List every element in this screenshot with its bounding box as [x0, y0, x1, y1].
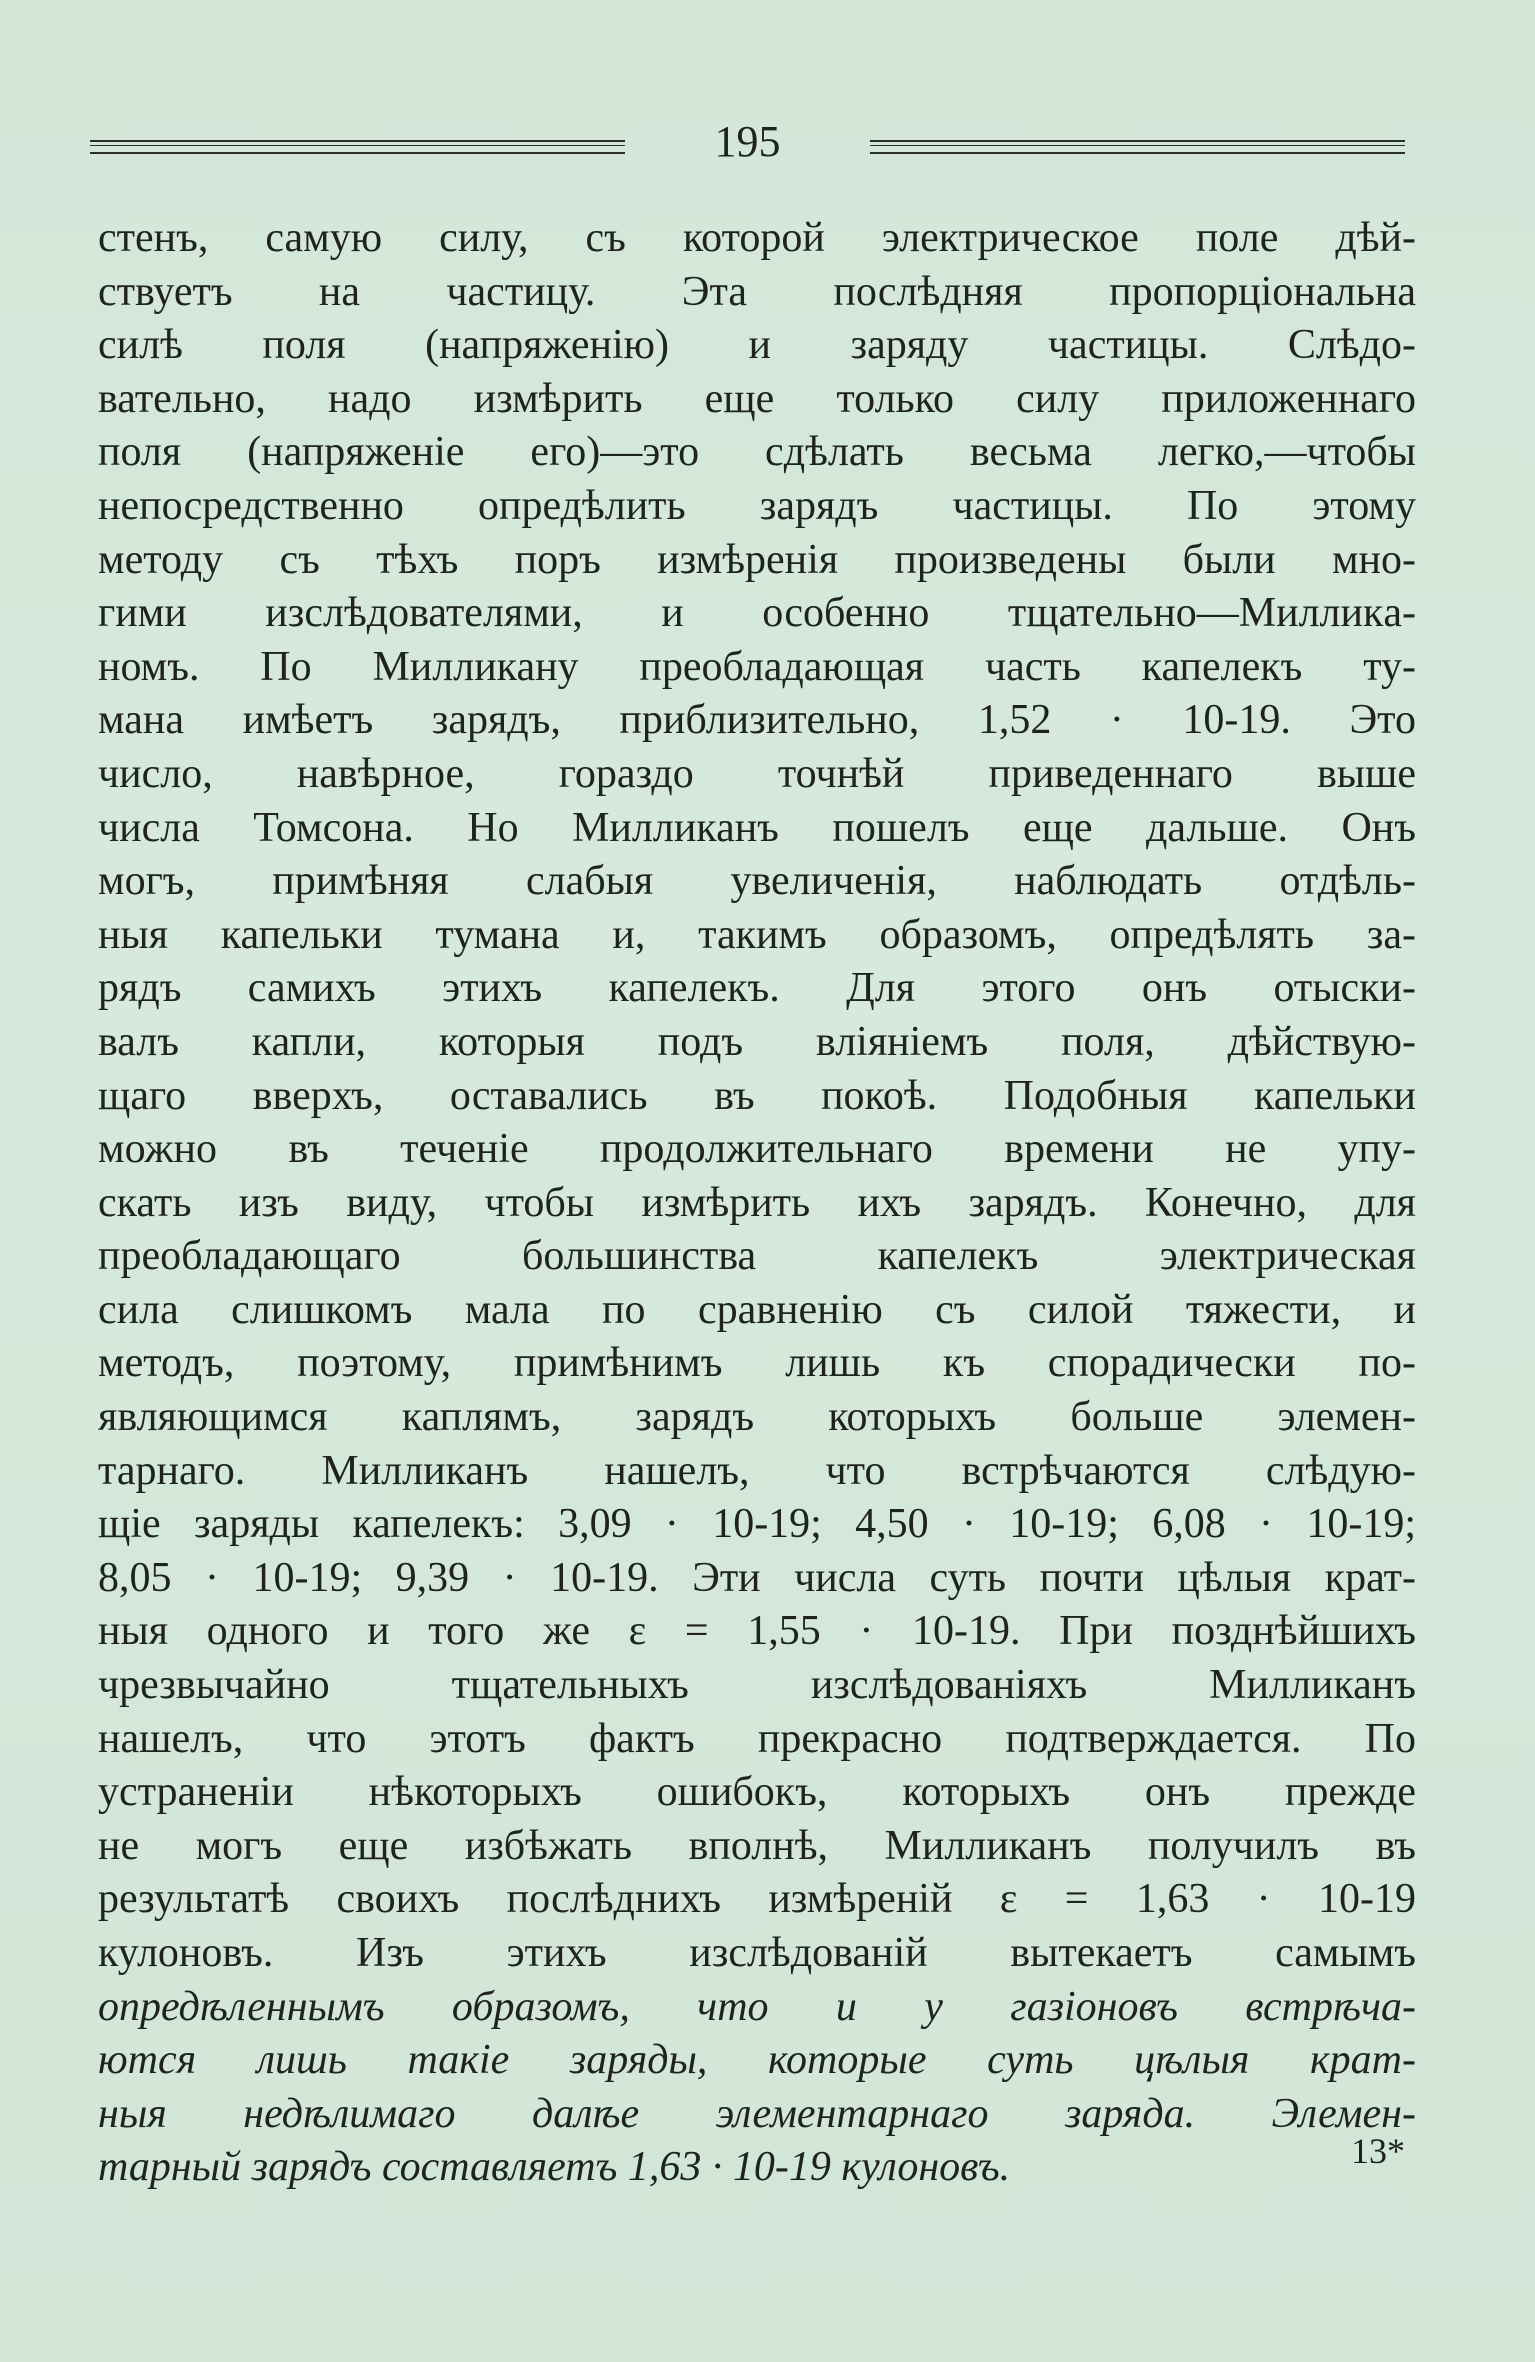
text-line: ствуетъ на частицу. Эта послѣдняя пропорціональна [98, 268, 1416, 315]
text-line: поля (напряженіе его)—это сдѣлать весьма легко,—чтобы [98, 429, 1416, 476]
text-line: не могъ еще избѣжать вполнѣ, Милликанъ получилъ въ [98, 1822, 1416, 1869]
text-line: вательно, надо измѣрить еще только силу приложеннаго [98, 375, 1416, 422]
text-line: могъ, примѣняя слабыя увеличенія, наблюдать отдѣль- [98, 858, 1416, 905]
text-line: валъ капли, которыя подъ вліяніемъ поля, дѣйствую- [98, 1018, 1416, 1065]
text-line: сила слишкомъ мала по сравненію съ силой тяжести, и [98, 1286, 1416, 1333]
text-line: можно въ теченіе продолжительнаго времени не упу- [98, 1126, 1416, 1173]
text-line: скать изъ виду, чтобы измѣрить ихъ зарядъ. Конечно, для [98, 1179, 1416, 1226]
text-line: рядъ самихъ этихъ капелекъ. Для этого онъ отыски- [98, 965, 1416, 1012]
text-line: являющимся каплямъ, зарядъ которыхъ больше элемен- [98, 1394, 1416, 1441]
text-line: числа Томсона. Но Милликанъ пошелъ еще дальше. Онъ [98, 804, 1416, 851]
page-number: 195 [714, 117, 781, 166]
text-line: результатѣ своихъ послѣднихъ измѣреній ε = 1,63 · 10-19 [98, 1876, 1416, 1923]
text-line-emphasis: ныя недѣлимаго далѣе элементарнаго заряда. Элемен- [98, 2090, 1416, 2137]
text-line: преобладающаго большинства капелекъ электрическая [98, 1233, 1416, 1280]
text-line: число, навѣрное, гораздо точнѣй приведеннаго выше [98, 750, 1416, 797]
text-line: номъ. По Милликану преобладающая часть капелекъ ту- [98, 643, 1416, 690]
text-line: 8,05 · 10-19; 9,39 · 10-19. Эти числа суть почти цѣлыя крат- [98, 1554, 1416, 1601]
text-line-emphasis: опредѣленнымъ образомъ, что и у газіоновъ встрѣча- [98, 1983, 1416, 2030]
text-line: методъ, поэтому, примѣнимъ лишь къ спорадически по- [98, 1340, 1416, 1387]
text-line: мана имѣетъ зарядъ, приблизительно, 1,52 · 10-19. Это [98, 697, 1416, 744]
text-line: кулоновъ. Изъ этихъ изслѣдованій вытекаетъ самымъ [98, 1930, 1416, 1976]
text-line: методу съ тѣхъ поръ измѣренія произведены были мно- [98, 536, 1416, 583]
text-line: стенъ, самую силу, съ которой электрическое поле дѣй- [98, 215, 1416, 261]
text-line-emphasis: ются лишь такіе заряды, которые суть цѣлыя крат- [98, 2037, 1416, 2084]
body-text [98, 212, 1416, 2195]
text-line: тарнаго. Милликанъ нашелъ, что встрѣчаются слѣдую- [98, 1447, 1416, 1494]
text-line: щаго вверхъ, оставались въ покоѣ. Подобныя капельки [98, 1072, 1416, 1119]
text-line: щіе заряды капелекъ: 3,09 · 10-19; 4,50 · 10-19; 6,08 · 10-19; [98, 1501, 1416, 1548]
text-line: устраненіи нѣкоторыхъ ошибокъ, которыхъ онъ прежде [98, 1769, 1416, 1816]
signature-mark: 13* [1351, 2131, 1405, 2171]
text-line: силѣ поля (напряженію) и заряду частицы. Слѣдо- [98, 322, 1416, 369]
header-rule-left [90, 140, 625, 154]
header-rule-right [870, 140, 1405, 154]
text-line: непосредственно опредѣлить зарядъ частицы. По этому [98, 482, 1416, 529]
text-line: ныя одного и того же ε = 1,55 · 10-19. При позднѣйшихъ [98, 1608, 1416, 1655]
text-line: ныя капельки тумана и, такимъ образомъ, опредѣлять за- [98, 911, 1416, 958]
text-line-emphasis: тарный зарядъ составляетъ 1,63 · 10-19 кулоновъ. [98, 2144, 1011, 2191]
text-line: гими изслѣдователями, и особенно тщательно—Милликa- [98, 590, 1416, 637]
text-line: чрезвычайно тщательныхъ изслѣдованіяхъ Милликанъ [98, 1662, 1416, 1709]
page-header [90, 112, 1405, 172]
text-line: нашелъ, что этотъ фактъ прекрасно подтверждается. По [98, 1715, 1416, 1762]
